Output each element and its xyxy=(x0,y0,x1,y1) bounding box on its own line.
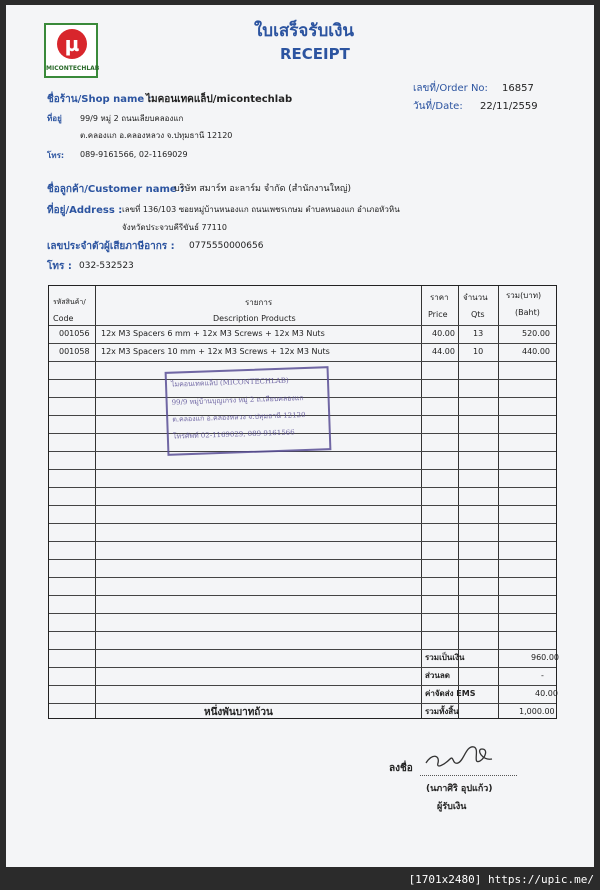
shop-address-line2: ต.คลองแก อ.คลองหลวง จ.ปทุมธานี 12120 xyxy=(80,131,233,140)
stamp-line: โทรศัพท์ 02-1169029, 089-9161566 xyxy=(172,428,295,441)
receipt-paper xyxy=(6,5,594,867)
table-row-divider xyxy=(49,469,556,470)
header-code-en: Code xyxy=(53,314,74,323)
table-col-divider xyxy=(421,286,422,718)
table-row-divider xyxy=(49,649,556,650)
row-total: 520.00 xyxy=(522,329,550,338)
signature-label: ลงชื่อ xyxy=(389,763,413,774)
customer-phone: 032-532523 xyxy=(79,261,134,271)
header-desc-en: Description Products xyxy=(213,314,296,323)
table-row-divider xyxy=(49,703,556,704)
shop-name: ไมคอนเทคแล็ป/micontechlab xyxy=(146,94,293,105)
handwritten-signature xyxy=(422,735,502,775)
title-english: RECEIPT xyxy=(280,45,350,63)
header-price-th: ราคา xyxy=(430,293,449,302)
header-qty-en: Qts xyxy=(471,310,485,319)
table-row-divider xyxy=(49,505,556,506)
customer-taxid: 0775550000656 xyxy=(189,241,264,251)
row-total: 440.00 xyxy=(522,347,550,356)
header-total-th: รวม(บาท) xyxy=(506,291,542,300)
header-price-en: Price xyxy=(428,310,448,319)
date-value: 22/11/2559 xyxy=(480,101,538,112)
table-col-divider xyxy=(498,286,499,718)
table-row-divider xyxy=(49,595,556,596)
header-total-en: (Baht) xyxy=(515,308,540,317)
subtotal-label: รวมเป็นเงิน xyxy=(425,653,465,662)
table-row-divider xyxy=(49,343,556,344)
table-col-divider xyxy=(95,286,96,718)
stamp-line: ไมคอนเทคแล็ป (MICONTECHLAB) xyxy=(170,376,289,389)
table-row-divider xyxy=(49,631,556,632)
customer-address-label: ที่อยู่/Address : xyxy=(47,205,123,216)
row-description: 12x M3 Spacers 6 mm + 12x M3 Screws + 12x M3 Nuts xyxy=(101,329,325,338)
row-description: 12x M3 Spacers 10 mm + 12x M3 Screws + 12x M3 Nuts xyxy=(101,347,330,356)
discount-label: ส่วนลด xyxy=(425,671,450,680)
table-header-divider xyxy=(49,325,556,326)
shop-address-label: ที่อยู่ xyxy=(47,114,62,123)
table-row-divider xyxy=(49,577,556,578)
shop-phone: 089-9161566, 02-1169029 xyxy=(80,150,188,159)
customer-name: บริษัท สมาร์ท อะลาร์ม จำกัด (สำนักงานใหญ่) xyxy=(174,184,352,194)
order-label: เลขที่/Order No: xyxy=(413,83,488,94)
row-code: 001056 xyxy=(59,329,90,338)
table-row-divider xyxy=(49,523,556,524)
signer-name: (นภาศิริ อุปแก้ว) xyxy=(426,784,493,794)
table-row-divider xyxy=(49,541,556,542)
header-desc-th: รายการ xyxy=(245,298,273,307)
subtotal-value: 960.00 xyxy=(531,653,559,662)
row-price: 44.00 xyxy=(432,347,455,356)
grand-total-label: รวมทั้งสิ้น xyxy=(425,707,459,716)
table-row-divider xyxy=(49,667,556,668)
signer-role: ผู้รับเงิน xyxy=(437,802,467,812)
discount-value: - xyxy=(541,671,544,680)
customer-address-line2: จังหวัดประจวบคีรีขันธ์ 77110 xyxy=(122,223,227,232)
shop-address-line1: 99/9 หมู่ 2 ถนนเลียบคลองแก xyxy=(80,114,184,123)
shop-name-label: ชื่อร้าน/Shop name : xyxy=(47,94,152,105)
amount-in-words: หนึ่งพันบาทถ้วน xyxy=(204,707,273,718)
customer-phone-label: โทร : xyxy=(47,261,72,272)
shop-logo xyxy=(44,23,98,78)
customer-name-label: ชื่อลูกค้า/Customer name : xyxy=(47,184,185,195)
image-watermark: [1701x2480] https://upic.me/ xyxy=(408,873,594,886)
table-row-divider xyxy=(49,487,556,488)
stamp-line: 99/9 หมู่บ้านบุญเกรง หมู่ 2 ถ.เลียบคลองแก xyxy=(171,394,304,407)
grand-total-value: 1,000.00 xyxy=(519,707,555,716)
table-row-divider xyxy=(49,559,556,560)
table-row-divider xyxy=(49,613,556,614)
header-qty-th: จำนวน xyxy=(463,293,488,302)
table-row-divider xyxy=(49,685,556,686)
row-qty: 13 xyxy=(473,329,484,338)
customer-address-line1: เลขที่ 136/103 ซอยหมู่บ้านหนองแก ถนนเพชรเกษม ตำบลหนองแก อำเภอหัวหิน xyxy=(122,205,400,214)
logo-text: MICONTECHLAB xyxy=(46,65,100,72)
customer-taxid-label: เลขประจำตัวผู้เสียภาษีอากร : xyxy=(47,241,175,252)
row-qty: 10 xyxy=(473,347,484,356)
shipping-label: ค่าจัดส่ง EMS xyxy=(425,689,476,698)
header-code-th: รหัสสินค้า/ xyxy=(53,298,86,306)
table-row-divider xyxy=(49,361,556,362)
table-row-divider xyxy=(49,451,556,452)
shop-phone-label: โทร: xyxy=(47,151,65,160)
items-table xyxy=(48,285,557,719)
row-price: 40.00 xyxy=(432,329,455,338)
title-thai: ใบเสร็จรับเงิน xyxy=(254,21,355,41)
stamp-line: ต.คลองแก อ.คลองหลวง จ.ปทุมธานี 12120 xyxy=(172,410,306,424)
row-code: 001058 xyxy=(59,347,90,356)
shipping-value: 40.00 xyxy=(535,689,558,698)
date-label: วันที่/Date: xyxy=(413,101,463,112)
order-number: 16857 xyxy=(502,83,534,94)
signature-line xyxy=(420,775,517,776)
logo-mu-icon: µ xyxy=(57,29,87,59)
company-stamp xyxy=(165,366,332,456)
